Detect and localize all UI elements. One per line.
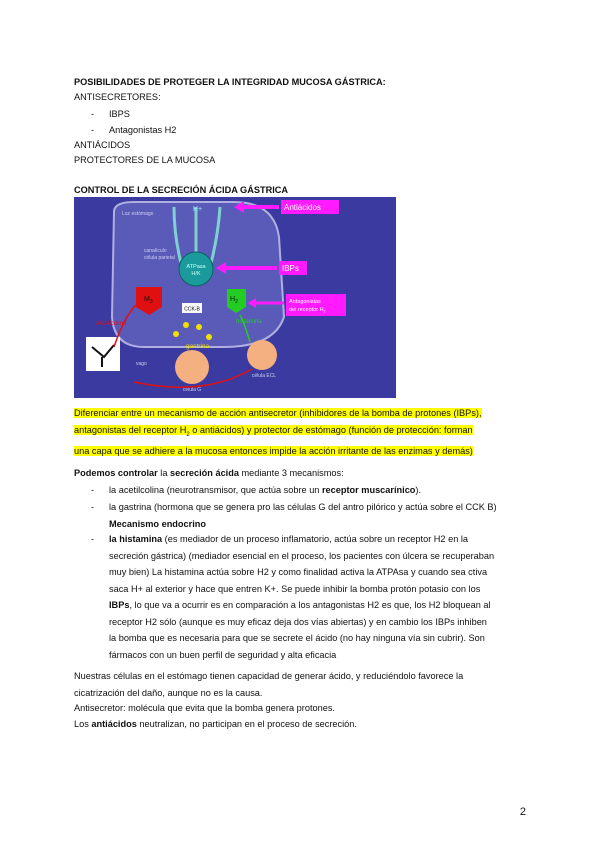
- svg-text:Luz estómago: Luz estómago: [122, 211, 154, 217]
- page-number: 2: [519, 806, 526, 818]
- svg-text:ATPasa: ATPasa: [186, 264, 206, 270]
- closing-paragraph-2: Antisecretor: molécula que evita que la bomba genera protones.: [74, 703, 335, 713]
- highlight-paragraph: [74, 405, 544, 459]
- g-cell: [175, 350, 209, 384]
- svg-text:H2: $H_2$: [230, 296, 238, 305]
- mechanisms-intro: Podemos controlar la secreción ácida mediante 3 mecanismos:: [74, 468, 344, 478]
- antisecretores-heading: ANTISECRETORES:: [74, 92, 161, 102]
- svg-text:canalículo: canalículo: [144, 248, 167, 254]
- list-item-ibps: IBPS: [109, 109, 130, 119]
- list-item-antagonistas: Antagonistas H2: [109, 125, 177, 135]
- highlight-line-1: Diferenciar entre un mecanismo de acción antisecretor (inhibidores de la bomba de protones (IBPs),: [74, 408, 482, 418]
- gastric-secretion-diagram: [74, 197, 396, 398]
- svg-text:vago: vago: [136, 361, 147, 367]
- svg-text:Acetilcolina: Acetilcolina: [96, 321, 127, 327]
- svg-text:H+: H+: [193, 206, 203, 213]
- svg-text:M3: $M_3$: [144, 296, 153, 305]
- protectores-heading: PROTECTORES DE LA MUCOSA: [74, 155, 216, 165]
- section-title-control: CONTROL DE LA SECRECIÓN ÁCIDA GÁSTRICA: [74, 185, 289, 195]
- svg-text:del receptor H2: del receptor $H_2$: [289, 307, 326, 314]
- highlight-line-2: antagonistas del receptor $H_2$ o antiácidos) y protector de estómago (función de protección: forman: [74, 424, 473, 438]
- svg-text:IBPs: IBPs: [282, 264, 299, 273]
- svg-text:célula ECL: célula ECL: [251, 373, 277, 379]
- svg-text:célula parietal: célula parietal: [144, 255, 175, 261]
- antiacidos-heading: ANTIÁCIDOS: [74, 140, 131, 150]
- svg-text:CCK-B: CCK-B: [184, 306, 200, 313]
- svg-text:Antiácidos: Antiácidos: [284, 203, 321, 212]
- highlight-line-3: una capa que se adhiere a la mucosa entonces impide la acción irritante de las enzimas y demás): [74, 445, 473, 456]
- closing-paragraph-3: Los antiácidos neutralizan, no participan en el proceso de secreción.: [74, 719, 357, 729]
- svg-text:gastrina: gastrina: [186, 343, 210, 350]
- svg-text:histamina: histamina: [236, 319, 262, 325]
- ecl-cell: [247, 340, 277, 370]
- svg-text:célula G: célula G: [182, 387, 202, 393]
- svg-text:Antagonistas: Antagonistas: [289, 299, 321, 305]
- section-title-proteger: POSIBILIDADES DE PROTEGER LA INTEGRIDAD MUCOSA GÁSTRICA:: [74, 77, 386, 87]
- closing-paragraph-1: Nuestras células en el estómago tienen capacidad de generar ácido, y reduciéndolo favorece la cicatrización del daño, aunque no es la causa.: [74, 671, 464, 698]
- svg-text:H/K: H/K: [191, 271, 201, 277]
